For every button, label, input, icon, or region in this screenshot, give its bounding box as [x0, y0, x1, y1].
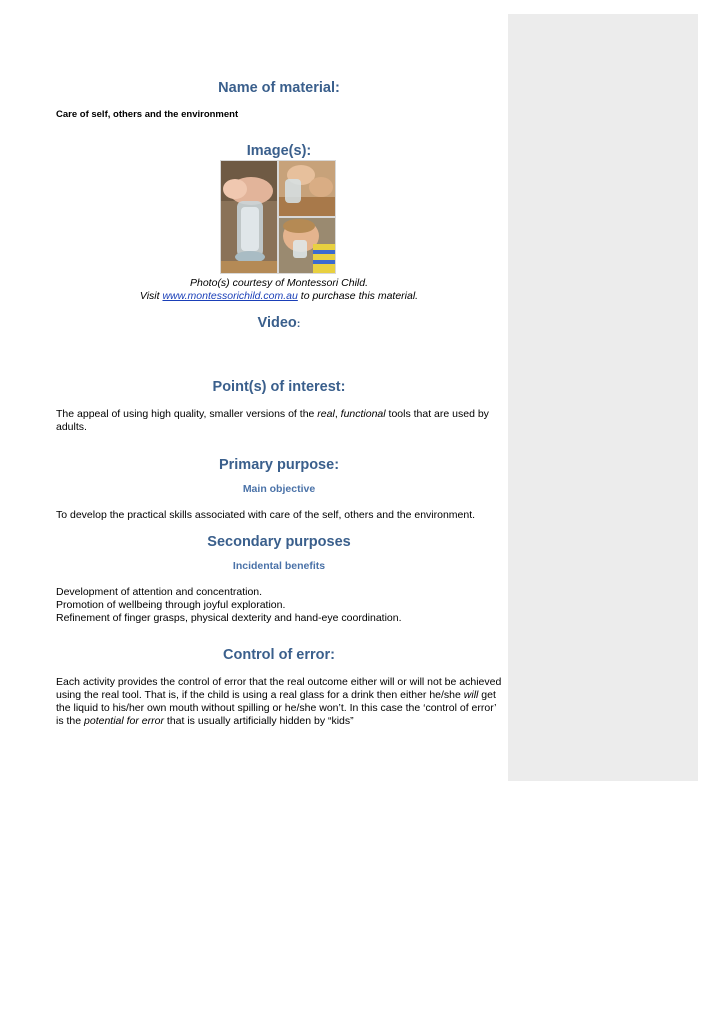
- montessori-child-link[interactable]: www.montessorichild.com.au: [162, 290, 298, 302]
- heading-name-of-material: Name of material:: [218, 80, 340, 96]
- heading-control-of-error: Control of error:: [223, 647, 335, 663]
- primary-purpose-text: To develop the practical skills associated with care of the self, others and the environment.: [56, 509, 476, 521]
- photo-pouring-glass: [220, 160, 278, 274]
- material-name: Care of self, others and the environment: [56, 109, 239, 120]
- subheading-incidental-benefits: Incidental benefits: [232, 560, 326, 572]
- poi-real: real: [317, 408, 335, 420]
- photo-child-drinking-1: [278, 160, 336, 217]
- heading-video: [56, 315, 502, 331]
- coe-potential: potential for error: [84, 715, 164, 727]
- subheading-main-objective: Main objective: [242, 483, 316, 495]
- photo-collage: [220, 160, 336, 274]
- poi-text-part2: tools that are used by adults.: [56, 408, 489, 433]
- photo-credit-text: Photo(s) courtesy of Montessori Child.: [190, 277, 368, 289]
- secondary-purpose-item-2: Promotion of wellbeing through joyful exploration.: [56, 599, 286, 611]
- coe-will: will: [463, 689, 479, 701]
- poi-comma: ,: [334, 408, 341, 420]
- heading-images: Image(s):: [246, 143, 312, 159]
- heading-video-colon: :: [296, 318, 301, 330]
- comment-pane: [508, 14, 698, 781]
- coe-text-part1: Each activity provides the control of error that the real outcome either will or will not be achieved using the real tool. That is, if the child is using a real glass for a drink then either he/she: [56, 676, 502, 701]
- photo-credit-line-1: [56, 277, 502, 290]
- secondary-purpose-item-3: Refinement of finger grasps, physical dexterity and hand-eye coordination.: [56, 612, 402, 624]
- poi-functional: functional: [340, 408, 386, 420]
- heading-primary-purpose: Primary purpose:: [218, 457, 340, 473]
- points-of-interest-text: [56, 408, 502, 434]
- photo-credit-visit: Visit: [139, 290, 163, 302]
- heading-secondary-purposes: Secondary purposes: [207, 534, 351, 550]
- heading-points-of-interest: Point(s) of interest:: [212, 379, 346, 395]
- photo-credit-suffix: to purchase this material.: [297, 290, 419, 302]
- poi-text-part1: The appeal of using high quality, smaller versions of the: [56, 408, 318, 420]
- control-of-error-text: [56, 676, 502, 728]
- secondary-purpose-item-1: Development of attention and concentration.: [56, 586, 263, 598]
- coe-text-part3: that is usually artificially hidden by “kids”: [163, 715, 354, 727]
- coe-text-part2: get the liquid to his/her own mouth without spilling or he/she won’t. In this case the ‘control of error’ is the: [56, 689, 497, 727]
- photo-credit-line-2: [56, 290, 502, 303]
- heading-video-text: Video: [257, 315, 297, 331]
- photo-child-drinking-2: [278, 217, 336, 274]
